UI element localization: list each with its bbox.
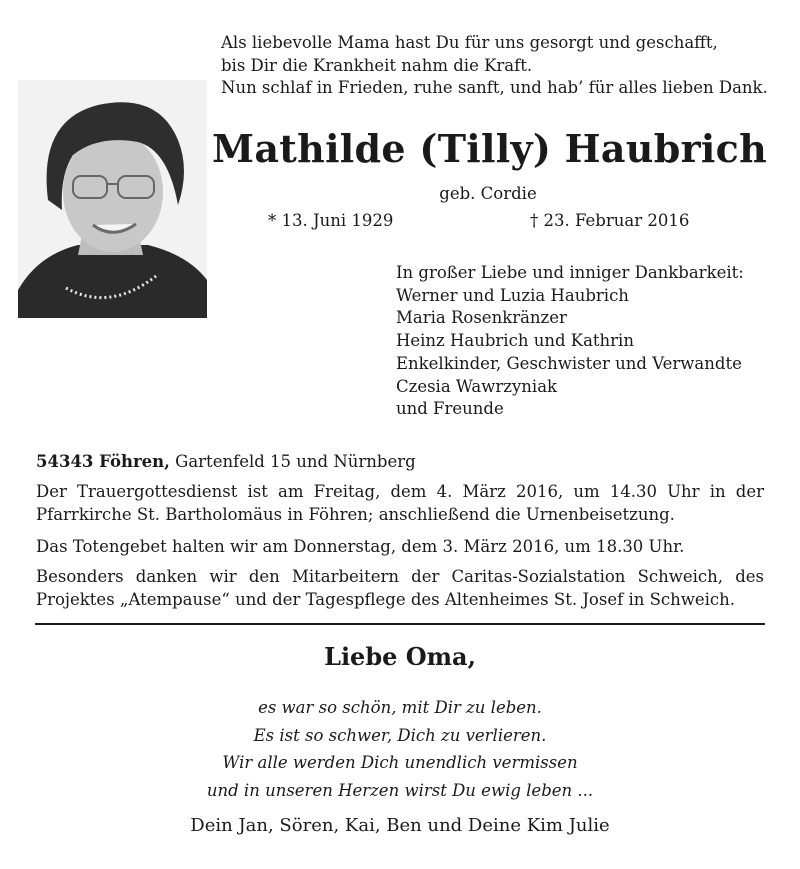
death-date: † 23. Februar 2016 xyxy=(530,211,690,230)
grandchildren-poem xyxy=(35,694,765,804)
mourners-intro: In großer Liebe und inniger Dankbarkeit: xyxy=(396,263,744,282)
verse-line: Nun schlaf in Frieden, ruhe sanft, und hab’ für alles lieben Dank. xyxy=(221,78,768,97)
mourner-name: Werner und Luzia Haubrich xyxy=(396,285,629,305)
opening-verse xyxy=(221,32,768,100)
verse-line: Als liebevolle Mama hast Du für uns gesorgt und geschafft, xyxy=(221,33,718,52)
divider xyxy=(35,623,765,625)
mourners-list xyxy=(396,262,744,421)
prayer-notice: Das Totengebet halten wir am Donnerstag, dem 3. März 2016, um 18.30 Uhr. xyxy=(36,537,685,556)
mourner-name: und Freunde xyxy=(396,399,504,419)
grandchildren-greeting: Liebe Oma, xyxy=(324,642,476,671)
address-street: Gartenfeld 15 und Nürnberg xyxy=(175,452,416,471)
portrait-image xyxy=(18,80,207,318)
mourner-name: Czesia Wawrzyniak xyxy=(396,376,558,396)
poem-line: und in unseren Herzen wirst Du ewig leben ... xyxy=(206,780,594,800)
mourner-name: Enkelkinder, Geschwister und Verwandte xyxy=(396,353,742,373)
poem-line: Es ist so schwer, Dich zu verlieren. xyxy=(253,725,547,745)
mourner-name: Maria Rosenkränzer xyxy=(396,308,567,328)
grandchildren-signature: Dein Jan, Sören, Kai, Ben und Deine Kim Julie xyxy=(190,815,610,836)
poem-line: Wir alle werden Dich unendlich vermissen xyxy=(222,753,578,772)
service-notice: Der Trauergottesdienst ist am Freitag, dem 4. März 2016, um 14.30 Uhr in der Pfarrkirche St. Bartholomäus in Föhren; anschließend die Urnenbeisetzung. xyxy=(36,482,764,524)
maiden-name: geb. Cordie xyxy=(439,184,537,203)
verse-line: bis Dir die Krankheit nahm die Kraft. xyxy=(221,55,533,75)
family-address xyxy=(36,452,416,471)
thanks-notice: Besonders danken wir den Mitarbeitern der Caritas-Sozialstation Schweich, des Projektes „Atempause“ und der Tagespflege des Altenheimes St. Josef in Schweich. xyxy=(36,567,764,609)
poem-line: es war so schön, mit Dir zu leben. xyxy=(258,698,542,717)
portrait-photo xyxy=(18,80,207,318)
address-place: 54343 Föhren, xyxy=(36,452,170,471)
birth-date: * 13. Juni 1929 xyxy=(268,211,394,230)
mourner-name: Heinz Haubrich und Kathrin xyxy=(396,331,634,351)
deceased-name: Mathilde (Tilly) Haubrich xyxy=(212,126,768,171)
